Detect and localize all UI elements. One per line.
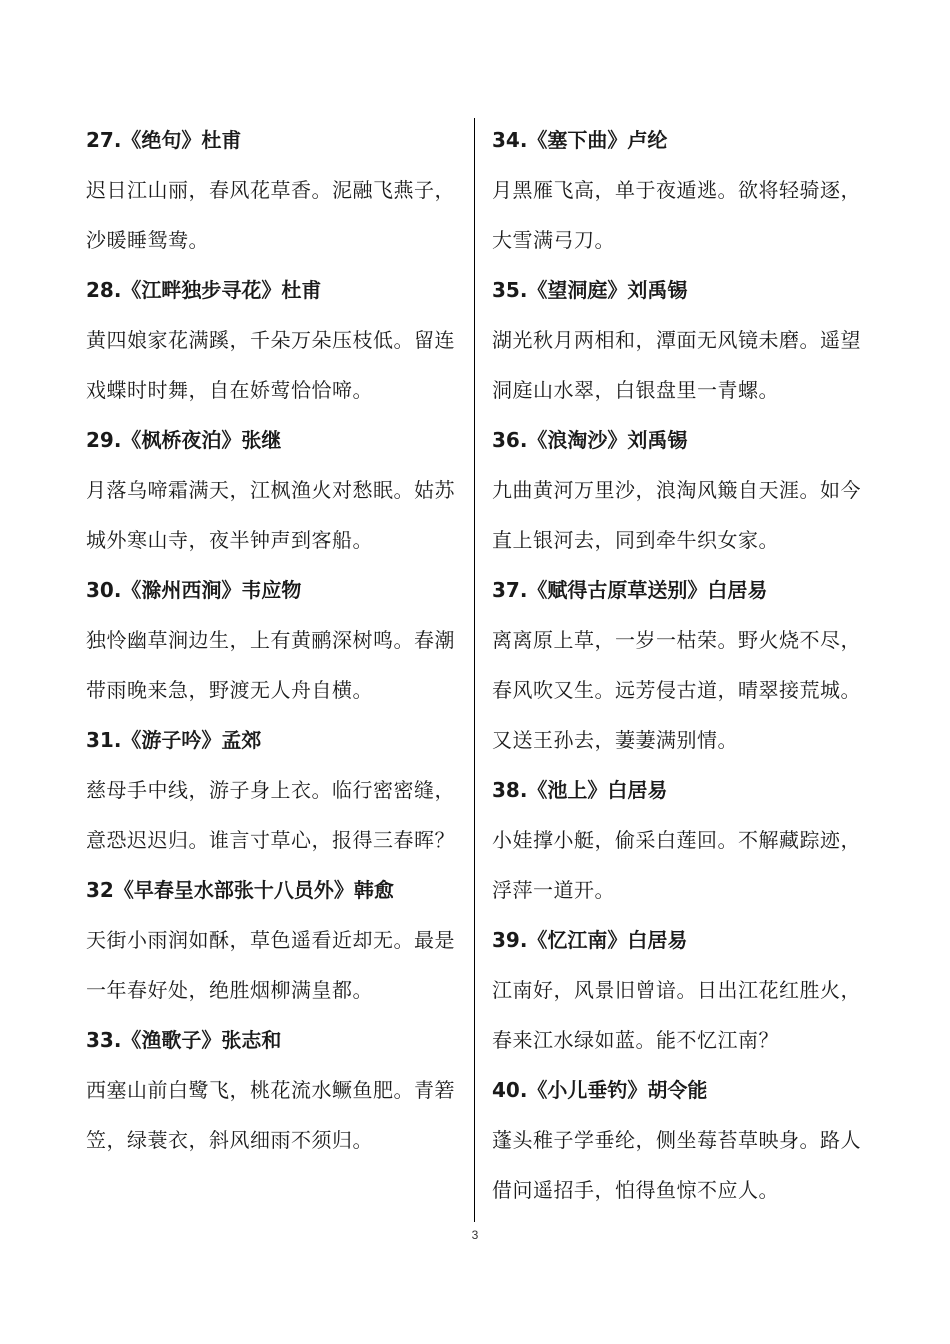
poem-body: 小娃撑小艇，偷采白莲回。不解藏踪迹，浮萍一道开。 [492,828,861,902]
poem-title: 31.《游子吟》孟郊 [86,728,262,752]
poem-title: 28.《江畔独步寻花》杜甫 [86,278,322,302]
poem [492,765,872,915]
poem-body: 月落乌啼霜满天，江枫渔火对愁眠。姑苏城外寒山寺，夜半钟声到客船。 [86,478,455,552]
poem [492,1065,872,1215]
poem [86,265,466,415]
poem-body: 西塞山前白鹭飞，桃花流水鳜鱼肥。青箬笠，绿蓑衣，斜风细雨不须归。 [86,1078,455,1152]
poem [86,415,466,565]
poem-body: 湖光秋月两相和，潭面无风镜未磨。遥望洞庭山水翠，白银盘里一青螺。 [492,328,861,402]
poem [492,265,872,415]
poem [86,115,466,265]
poem-title: 39.《忆江南》白居易 [492,928,688,952]
poem [86,565,466,715]
poem-title: 29.《枫桥夜泊》张继 [86,428,282,452]
poem [492,565,872,765]
poem-title: 40.《小儿垂钓》胡令能 [492,1078,708,1102]
poem-title: 34.《塞下曲》卢纶 [492,128,668,152]
poem [86,865,466,1015]
poem-title: 33.《渔歌子》张志和 [86,1028,282,1052]
poem-body: 蓬头稚子学垂纶，侧坐莓苔草映身。路人借问遥招手，怕得鱼惊不应人。 [492,1128,861,1202]
poem-body: 独怜幽草涧边生，上有黄鹂深树鸣。春潮带雨晚来急，野渡无人舟自横。 [86,628,455,702]
column-divider [474,118,475,1222]
poem-body: 九曲黄河万里沙，浪淘风簸自天涯。如今直上银河去，同到牵牛织女家。 [492,478,861,552]
poem [492,415,872,565]
poem-body: 慈母手中线，游子身上衣。临行密密缝，意恐迟迟归。谁言寸草心，报得三春晖？ [86,778,455,852]
poem-body: 月黑雁飞高，单于夜遁逃。欲将轻骑逐，大雪满弓刀。 [492,178,861,252]
page-number: 3 [471,1228,479,1242]
right-column [492,115,872,1215]
poem [492,115,872,265]
poem-title: 38.《池上》白居易 [492,778,668,802]
poem-body: 离离原上草，一岁一枯荣。野火烧不尽，春风吹又生。远芳侵古道，晴翠接荒城。又送王孙去，萋萋满别情。 [492,628,861,752]
poem-title: 30.《滁州西涧》韦应物 [86,578,302,602]
left-column [86,115,466,1165]
poem-title: 27.《绝句》杜甫 [86,128,242,152]
poem-body: 黄四娘家花满蹊，千朵万朵压枝低。留连戏蝶时时舞，自在娇莺恰恰啼。 [86,328,455,402]
poem-title: 35.《望洞庭》刘禹锡 [492,278,688,302]
poem-title: 32《早春呈水部张十八员外》韩愈 [86,878,394,902]
poem [86,715,466,865]
poem-body: 迟日江山丽，春风花草香。泥融飞燕子，沙暖睡鸳鸯。 [86,178,455,252]
poem-title: 36.《浪淘沙》刘禹锡 [492,428,688,452]
poem [492,915,872,1065]
poem-body: 天街小雨润如酥，草色遥看近却无。最是一年春好处，绝胜烟柳满皇都。 [86,928,455,1002]
poem-title: 37.《赋得古原草送别》白居易 [492,578,768,602]
poem [86,1015,466,1165]
poem-body: 江南好，风景旧曾谙。日出江花红胜火，春来江水绿如蓝。能不忆江南？ [492,978,861,1052]
